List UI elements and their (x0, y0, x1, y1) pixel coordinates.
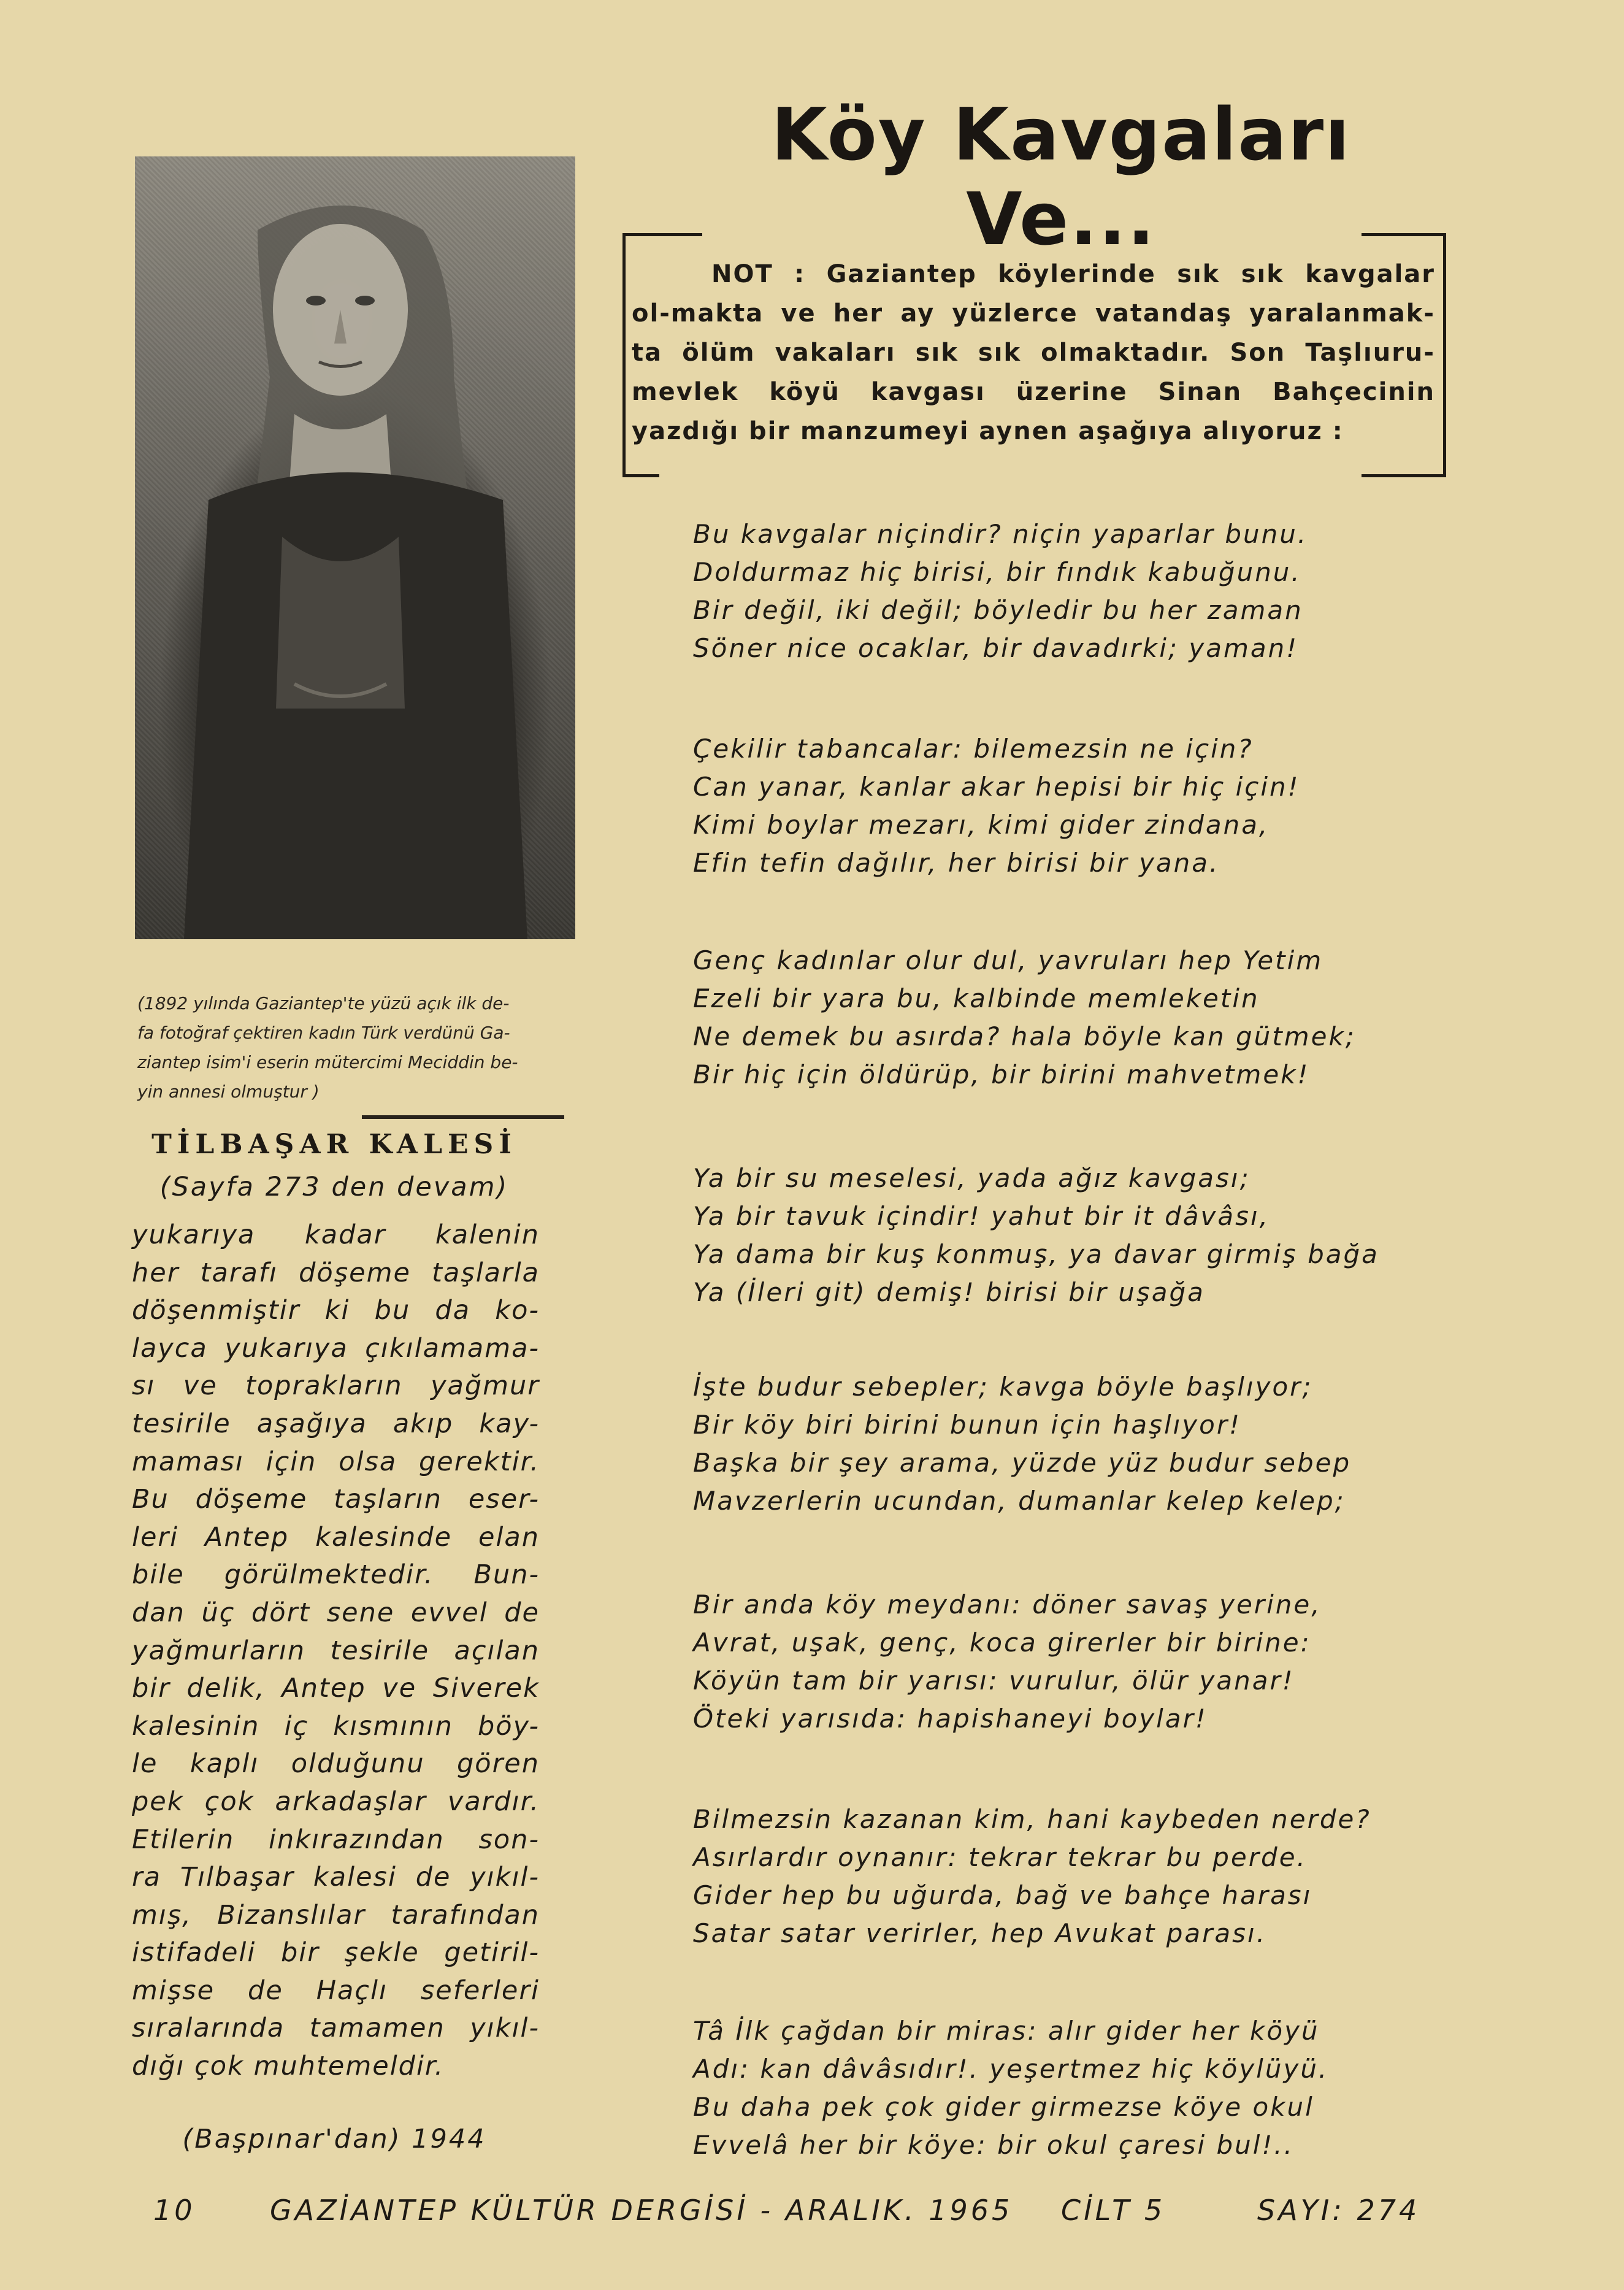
article-line: le kaplı olduğunu gören (132, 1748, 540, 1780)
note-border (622, 233, 702, 236)
note-border (1362, 474, 1443, 477)
poem-line: Adı: kan dâvâsıdır!. yeşertmez hiç köylüyü. (693, 2054, 1329, 2084)
article-body (132, 1216, 540, 2086)
poem-line: Avrat, uşak, genç, koca girerler bir birine: (693, 1627, 1311, 1658)
poem-line: Mavzerlerin ucundan, dumanlar kelep kelep; (693, 1486, 1346, 1516)
article-line: bir delik, Antep ve Siverek (132, 1673, 540, 1704)
poem-line: Bu kavgalar niçindir? niçin yaparlar bunu. (693, 519, 1308, 549)
article-line: yağmurların tesirile açılan (132, 1635, 540, 1666)
article-line: pek çok arkadaşlar vardır. (132, 1786, 540, 1817)
poem-line: Ya bir tavuk içindir! yahut bir it dâvâsı, (693, 1201, 1270, 1231)
caption-line: ziantep isim'i eserin mütercimi Meciddin be- (137, 1052, 518, 1072)
poem-line: Bir hiç için öldürüp, bir birini mahvetmek! (693, 1059, 1310, 1089)
caption-line: (1892 yılında Gaziantep'te yüzü açık ilk de- (137, 993, 510, 1013)
poem-stanza (693, 2012, 1417, 2164)
page-title: Köy Kavgaları Ve... (771, 92, 1351, 261)
article-line: yukarıya kadar kalenin (132, 1220, 540, 1250)
article-line: kalesinin iç kısmının böy- (132, 1710, 540, 1742)
poem-line: Satar satar verirler, hep Avukat parası. (693, 1918, 1267, 1948)
poem-line: Bu daha pek çok gider girmezse köye okul (693, 2092, 1314, 2122)
poem-line: Evvelâ her bir köye: bir okul çaresi bul!.. (693, 2130, 1295, 2160)
volume-label: CİLT 5 (1061, 2194, 1166, 2227)
poem-stanza (693, 1586, 1417, 1738)
poem-line: Doldurmaz hiç birisi, bir fındık kabuğunu. (693, 557, 1301, 587)
article-line: mış, Bizanslılar tarafından (132, 1899, 540, 1931)
poem-line: Ya bir su meselesi, yada ağız kavgası; (693, 1163, 1251, 1193)
poem-line: Kimi boylar mezarı, kimi gider zindana, (693, 810, 1270, 840)
note-text (632, 255, 1435, 451)
article-line: dan üç dört sene evvel de (132, 1597, 540, 1628)
article-line: Bu döşeme taşların eser- (132, 1484, 540, 1515)
article-line: mişse de Haçlı seferleri (132, 1975, 540, 2006)
article-line: leri Antep kalesinde elan (132, 1521, 540, 1553)
poem-stanza (693, 730, 1417, 882)
photo-caption (137, 989, 603, 1107)
poem-line: Bilmezsin kazanan kim, hani kaybeden nerde? (693, 1804, 1371, 1834)
article-line: Etilerin inkırazından son- (132, 1824, 540, 1855)
poem-line: Ezeli bir yara bu, kalbinde memleketin (693, 983, 1260, 1013)
note-line: yazdığı bir manzumeyi aynen aşağıya alıyoruz : (632, 417, 1344, 445)
article-subtitle: (Sayfa 273 den devam) (159, 1172, 509, 1202)
note-line: ol-makta ve her ay yüzlerce vatandaş yaralanmak- (632, 299, 1435, 328)
poem-stanza (693, 1800, 1417, 1953)
poem-line: Bir değil, iki değil; böyledir bu her zaman (693, 595, 1303, 625)
poem-line: Bir anda köy meydanı: döner savaş yerine, (693, 1589, 1322, 1620)
poem-stanza (693, 1368, 1417, 1520)
caption-divider (362, 1115, 564, 1119)
poem-line: Ya dama bir kuş konmuş, ya davar girmiş bağa (693, 1239, 1379, 1269)
poem-stanza (693, 1159, 1417, 1312)
poem-line: Gider hep bu uğurda, bağ ve bahçe harası (693, 1880, 1312, 1910)
poem-line: Çekilir tabancalar: bilemezsin ne için? (693, 734, 1254, 764)
article-title: TİLBAŞAR KALESİ (151, 1129, 517, 1160)
article-line: istifadeli bir şekle getiril- (132, 1937, 540, 1969)
poem-line: Köyün tam bir yarısı: vurulur, ölür yanar! (693, 1666, 1295, 1696)
article-line: her tarafı döşeme taşlarla (132, 1257, 540, 1288)
article-line: maması için olsa gerektir. (132, 1446, 540, 1477)
poem-stanza (693, 942, 1417, 1094)
magazine-name: GAZİANTEP KÜLTÜR DERGİSİ - ARALIK. 1965 (270, 2194, 1013, 2227)
note-border (622, 474, 659, 477)
caption-line: yin annesi olmuştur ) (137, 1082, 320, 1102)
article-line: sı ve toprakların yağmur (132, 1370, 540, 1402)
poem-line: İşte budur sebepler; kavga böyle başlıyor; (693, 1372, 1313, 1402)
portrait-figure (135, 156, 575, 939)
article-line: sıralarında tamamen yıkıl- (132, 2013, 540, 2044)
article-line: layca yukarıya çıkılamama- (132, 1332, 540, 1364)
article-line: bile görülmektedir. Bun- (132, 1559, 540, 1591)
issue-label: SAYI: 274 (1257, 2194, 1420, 2227)
note-border (1362, 233, 1443, 236)
note-line: mevlek köyü kavgası üzerine Sinan Bahçecinin (632, 378, 1435, 406)
poem-line: Can yanar, kanlar akar hepisi bir hiç için! (693, 772, 1300, 802)
poem-line: Tâ İlk çağdan bir miras: alır gider her köyü (693, 2016, 1320, 2046)
portrait-photo (135, 156, 575, 939)
note-line: ta ölüm vakaları sık sık olmaktadır. Son Taşlıuru- (632, 339, 1435, 367)
note-line: NOT : Gaziantep köylerinde sık sık kavgalar (711, 260, 1435, 288)
poem-line: Genç kadınlar olur dul, yavruları hep Yetim (693, 945, 1323, 975)
poem-line: Efin tefin dağılır, her birisi bir yana. (693, 848, 1220, 878)
poem-line: Öteki yarısıda: hapishaneyi boylar! (693, 1704, 1208, 1734)
caption-line: fa fotoğraf çektiren kadın Türk verdünü Ga- (137, 1023, 510, 1043)
page-number: 10 (153, 2194, 196, 2227)
poem-line: Söner nice ocaklar, bir davadırki; yaman! (693, 633, 1299, 663)
article-line: ra Tılbaşar kalesi de yıkıl- (132, 1862, 540, 1893)
poem-line: Asırlardır oynanır: tekrar tekrar bu perde. (693, 1842, 1307, 1872)
poem-stanza (693, 515, 1417, 667)
poem-line: Ne demek bu asırda? hala böyle kan gütmek; (693, 1021, 1356, 1051)
poem-line: Bir köy biri birini bunun için haşlıyor! (693, 1410, 1241, 1440)
article-line: dığı çok muhtemeldir. (132, 2051, 445, 2082)
article-line: tesirile aşağıya akıp kay- (132, 1408, 540, 1439)
article-signature: (Başpınar'dan) 1944 (182, 2124, 486, 2154)
poem-line: Ya (İleri git) demiş! birisi bir uşağa (693, 1277, 1205, 1307)
poem-line: Başka bir şey arama, yüzde yüz budur sebep (693, 1448, 1352, 1478)
article-line: döşenmiştir ki bu da ko- (132, 1295, 540, 1326)
